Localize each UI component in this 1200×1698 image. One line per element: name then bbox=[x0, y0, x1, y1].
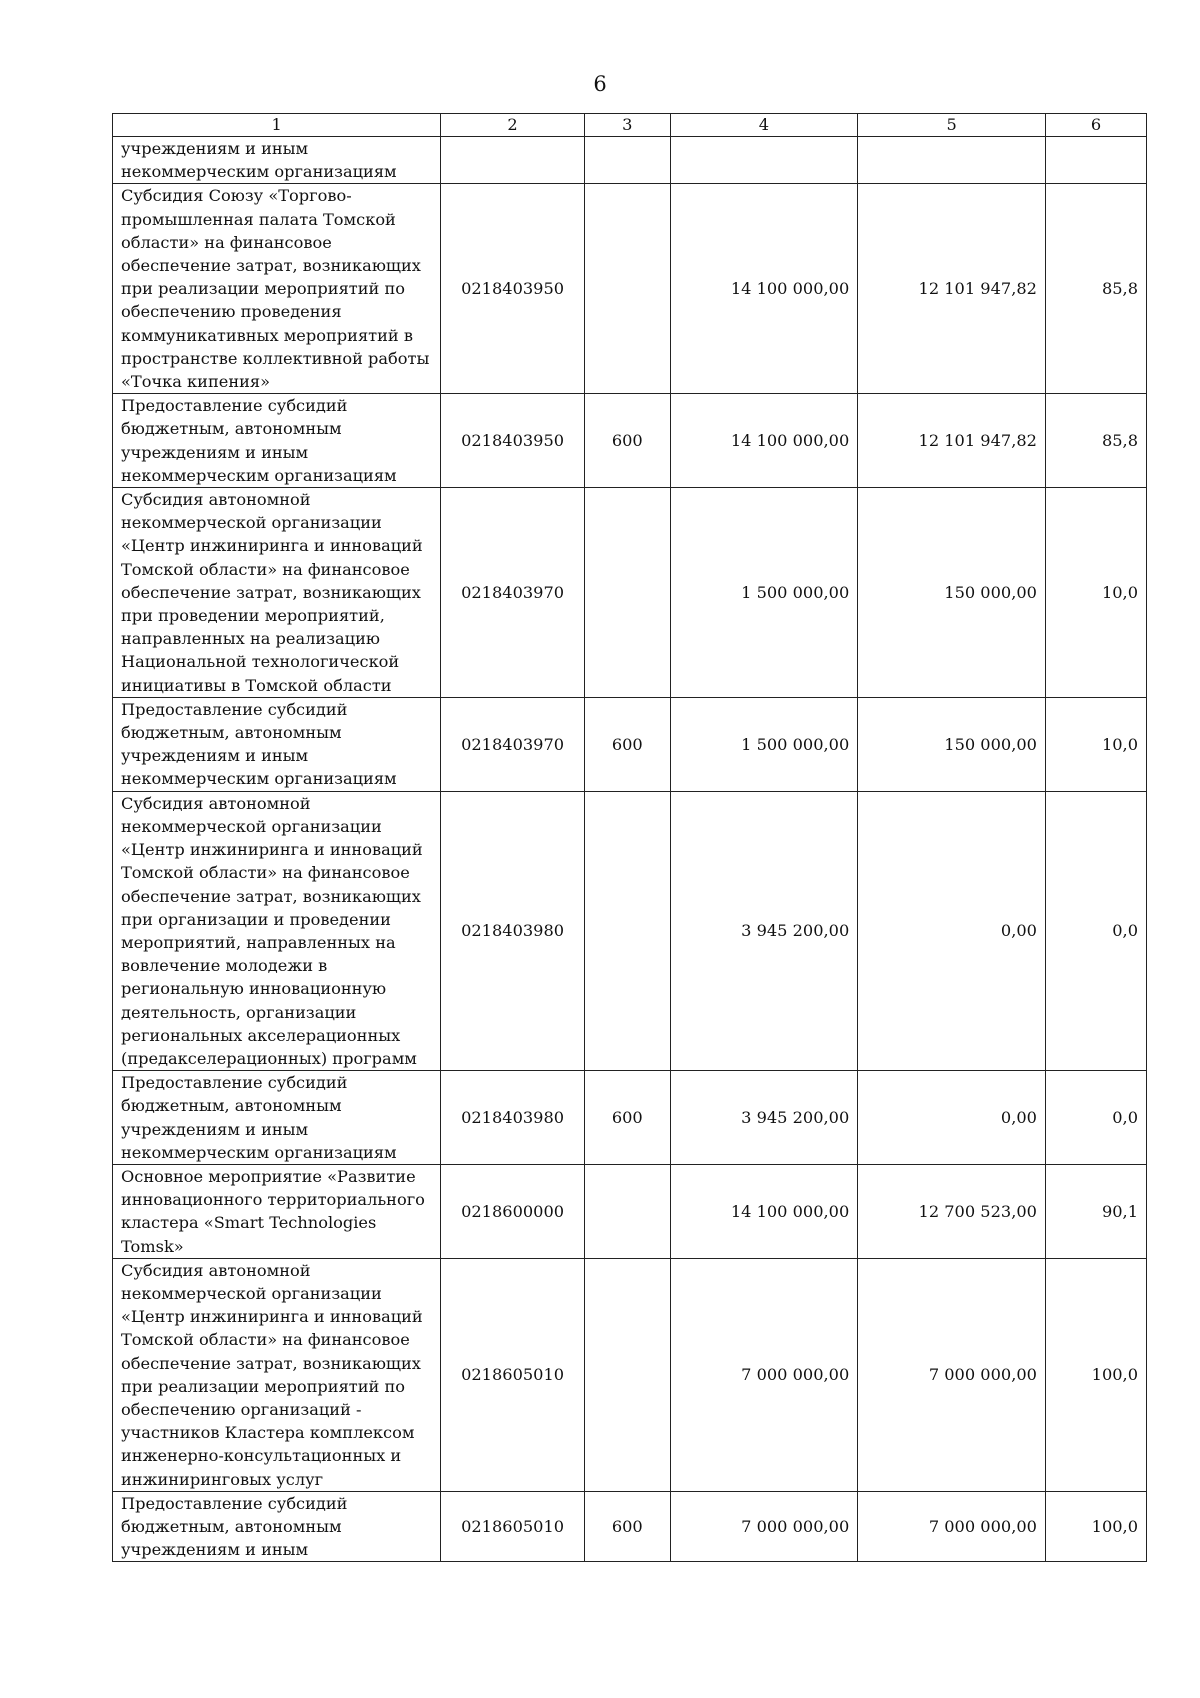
executed-amount-cell: 0,00 bbox=[858, 1071, 1046, 1165]
expense-name-line: обеспечение затрат, возникающих bbox=[121, 886, 421, 906]
expense-name-cell bbox=[113, 184, 441, 394]
expense-name-line: инженерно-консультационных и bbox=[121, 1446, 402, 1466]
execution-percent-cell: 100,0 bbox=[1045, 1258, 1146, 1491]
executed-amount-cell: 12 700 523,00 bbox=[858, 1164, 1046, 1258]
expense-name-line: обеспечение затрат, возникающих bbox=[121, 582, 421, 602]
expense-name-cell bbox=[113, 791, 441, 1070]
expense-name-line: коммуникативных мероприятий в bbox=[121, 325, 413, 345]
expense-name-line: инновационного территориального bbox=[121, 1190, 425, 1210]
execution-percent-cell: 0,0 bbox=[1045, 791, 1146, 1070]
expense-type-cell bbox=[584, 488, 670, 698]
expense-name-cell bbox=[113, 1164, 441, 1258]
execution-percent-cell bbox=[1045, 137, 1146, 184]
expense-name-line: региональных акселерационных bbox=[121, 1025, 401, 1045]
expense-name-line: вовлечение молодежи в bbox=[121, 956, 328, 976]
planned-amount-cell: 7 000 000,00 bbox=[670, 1258, 858, 1491]
planned-amount-cell: 14 100 000,00 bbox=[670, 184, 858, 394]
table-row bbox=[113, 488, 1147, 698]
expense-type-cell: 600 bbox=[584, 394, 670, 488]
execution-percent-cell: 10,0 bbox=[1045, 697, 1146, 791]
expense-name-line: бюджетным, автономным bbox=[121, 419, 342, 439]
expense-name-line: «Центр инжиниринга и инноваций bbox=[121, 536, 423, 556]
executed-amount-cell: 150 000,00 bbox=[858, 697, 1046, 791]
execution-percent-cell: 100,0 bbox=[1045, 1491, 1146, 1562]
column-header-3: 3 bbox=[584, 114, 670, 137]
column-header-2: 2 bbox=[441, 114, 585, 137]
target-code-cell: 0218403980 bbox=[441, 791, 585, 1070]
expense-type-cell bbox=[584, 137, 670, 184]
expense-name-line: Томской области» на финансовое bbox=[121, 559, 410, 579]
executed-amount-cell: 0,00 bbox=[858, 791, 1046, 1070]
planned-amount-cell: 1 500 000,00 bbox=[670, 488, 858, 698]
execution-percent-cell: 10,0 bbox=[1045, 488, 1146, 698]
target-code-cell: 0218600000 bbox=[441, 1164, 585, 1258]
expense-name-line: при проведении мероприятий, bbox=[121, 606, 385, 626]
expense-name-line: участников Кластера комплексом bbox=[121, 1423, 415, 1443]
executed-amount-cell: 7 000 000,00 bbox=[858, 1258, 1046, 1491]
planned-amount-cell: 3 945 200,00 bbox=[670, 791, 858, 1070]
planned-amount-cell bbox=[670, 137, 858, 184]
expense-name-line: учреждениям и иным bbox=[121, 442, 309, 462]
expense-name-line: при реализации мероприятий по bbox=[121, 279, 406, 299]
expense-name-line: Основное мероприятие «Развитие bbox=[121, 1166, 416, 1186]
expense-name-line: бюджетным, автономным bbox=[121, 723, 342, 743]
target-code-cell: 0218403950 bbox=[441, 394, 585, 488]
expense-type-cell: 600 bbox=[584, 1491, 670, 1562]
table-body bbox=[113, 137, 1147, 1562]
executed-amount-cell: 7 000 000,00 bbox=[858, 1491, 1046, 1562]
expense-name-line: некоммерческим организациям bbox=[121, 465, 397, 485]
expense-name-line: (предакселерационных) программ bbox=[121, 1048, 417, 1068]
expense-name-line: обеспечению проведения bbox=[121, 302, 342, 322]
expense-name-line: кластера «Smart Technologies bbox=[121, 1213, 377, 1233]
expense-name-line: Предоставление субсидий bbox=[121, 1493, 348, 1513]
table-row bbox=[113, 791, 1147, 1070]
column-header-1: 1 bbox=[113, 114, 441, 137]
expense-name-line: бюджетным, автономным bbox=[121, 1516, 342, 1536]
executed-amount-cell bbox=[858, 137, 1046, 184]
planned-amount-cell: 14 100 000,00 bbox=[670, 1164, 858, 1258]
expense-type-cell bbox=[584, 184, 670, 394]
expense-name-cell bbox=[113, 137, 441, 184]
expense-name-line: региональную инновационную bbox=[121, 979, 387, 999]
expense-name-line: области» на финансовое bbox=[121, 232, 332, 252]
expense-type-cell: 600 bbox=[584, 1071, 670, 1165]
expense-name-line: Томской области» на финансовое bbox=[121, 1330, 410, 1350]
expense-name-line: некоммерческой организации bbox=[121, 816, 382, 836]
table-row bbox=[113, 394, 1147, 488]
expense-name-line: мероприятий, направленных на bbox=[121, 932, 396, 952]
target-code-cell: 0218605010 bbox=[441, 1258, 585, 1491]
expense-name-cell bbox=[113, 394, 441, 488]
expense-name-line: деятельность, организации bbox=[121, 1002, 357, 1022]
executed-amount-cell: 12 101 947,82 bbox=[858, 394, 1046, 488]
table-row bbox=[113, 137, 1147, 184]
column-header-4: 4 bbox=[670, 114, 858, 137]
planned-amount-cell: 3 945 200,00 bbox=[670, 1071, 858, 1165]
expense-name-line: «Центр инжиниринга и инноваций bbox=[121, 1307, 423, 1327]
table-row bbox=[113, 1071, 1147, 1165]
expense-name-line: Субсидия автономной bbox=[121, 490, 311, 510]
planned-amount-cell: 7 000 000,00 bbox=[670, 1491, 858, 1562]
column-number-row bbox=[113, 114, 1147, 137]
expense-name-line: учреждениям и иным bbox=[121, 1540, 309, 1560]
expense-name-line: Субсидия автономной bbox=[121, 1260, 311, 1280]
expense-name-line: при организации и проведении bbox=[121, 909, 391, 929]
expense-name-line: учреждениям и иным bbox=[121, 139, 309, 158]
expense-name-line: направленных на реализацию bbox=[121, 629, 380, 649]
target-code-cell: 0218403980 bbox=[441, 1071, 585, 1165]
table-row bbox=[113, 1258, 1147, 1491]
expense-name-line: учреждениям и иным bbox=[121, 746, 309, 766]
expense-name-line: учреждениям и иным bbox=[121, 1119, 309, 1139]
expense-name-line: некоммерческим организациям bbox=[121, 162, 397, 182]
expense-name-line: Субсидия автономной bbox=[121, 793, 311, 813]
target-code-cell: 0218605010 bbox=[441, 1491, 585, 1562]
expense-name-line: некоммерческим организациям bbox=[121, 1142, 397, 1162]
execution-percent-cell: 85,8 bbox=[1045, 394, 1146, 488]
budget-execution-table bbox=[112, 113, 1147, 1562]
target-code-cell: 0218403950 bbox=[441, 184, 585, 394]
expense-name-line: пространстве коллективной работы bbox=[121, 348, 430, 368]
expense-name-line: Предоставление субсидий bbox=[121, 1073, 348, 1093]
expense-name-line: Томской области» на финансовое bbox=[121, 863, 410, 883]
target-code-cell: 0218403970 bbox=[441, 697, 585, 791]
expense-name-line: «Центр инжиниринга и инноваций bbox=[121, 840, 423, 860]
target-code-cell: 0218403970 bbox=[441, 488, 585, 698]
expense-name-line: «Точка кипения» bbox=[121, 372, 271, 392]
expense-name-line: инжиниринговых услуг bbox=[121, 1469, 324, 1489]
execution-percent-cell: 0,0 bbox=[1045, 1071, 1146, 1165]
expense-type-cell bbox=[584, 791, 670, 1070]
expense-type-cell bbox=[584, 1258, 670, 1491]
expense-name-cell bbox=[113, 1491, 441, 1562]
expense-name-line: некоммерческой организации bbox=[121, 1283, 382, 1303]
expense-name-cell bbox=[113, 488, 441, 698]
planned-amount-cell: 14 100 000,00 bbox=[670, 394, 858, 488]
expense-name-cell bbox=[113, 697, 441, 791]
expense-type-cell bbox=[584, 1164, 670, 1258]
column-header-6: 6 bbox=[1045, 114, 1146, 137]
expense-name-line: некоммерческой организации bbox=[121, 513, 382, 533]
expense-name-line: обеспечение затрат, возникающих bbox=[121, 256, 421, 276]
executed-amount-cell: 12 101 947,82 bbox=[858, 184, 1046, 394]
expense-name-cell bbox=[113, 1071, 441, 1165]
expense-name-line: Субсидия Союзу «Торгово- bbox=[121, 186, 352, 206]
table-row bbox=[113, 697, 1147, 791]
execution-percent-cell: 90,1 bbox=[1045, 1164, 1146, 1258]
table-row bbox=[113, 184, 1147, 394]
table-row bbox=[113, 1164, 1147, 1258]
expense-name-cell bbox=[113, 1258, 441, 1491]
executed-amount-cell: 150 000,00 bbox=[858, 488, 1046, 698]
page-number: 6 bbox=[593, 72, 607, 96]
column-header-5: 5 bbox=[858, 114, 1046, 137]
expense-name-line: Предоставление субсидий bbox=[121, 396, 348, 416]
table-row bbox=[113, 1491, 1147, 1562]
expense-name-line: некоммерческим организациям bbox=[121, 769, 397, 789]
expense-name-line: инициативы в Томской области bbox=[121, 675, 392, 695]
expense-name-line: обеспечение затрат, возникающих bbox=[121, 1353, 421, 1373]
target-code-cell bbox=[441, 137, 585, 184]
expense-name-line: Tomsk» bbox=[121, 1236, 184, 1256]
execution-percent-cell: 85,8 bbox=[1045, 184, 1146, 394]
expense-name-line: при реализации мероприятий по bbox=[121, 1376, 406, 1396]
expense-name-line: бюджетным, автономным bbox=[121, 1096, 342, 1116]
expense-name-line: Национальной технологической bbox=[121, 652, 400, 672]
expense-type-cell: 600 bbox=[584, 697, 670, 791]
planned-amount-cell: 1 500 000,00 bbox=[670, 697, 858, 791]
expense-name-line: Предоставление субсидий bbox=[121, 699, 348, 719]
expense-name-line: промышленная палата Томской bbox=[121, 209, 396, 229]
expense-name-line: обеспечению организаций - bbox=[121, 1399, 362, 1419]
